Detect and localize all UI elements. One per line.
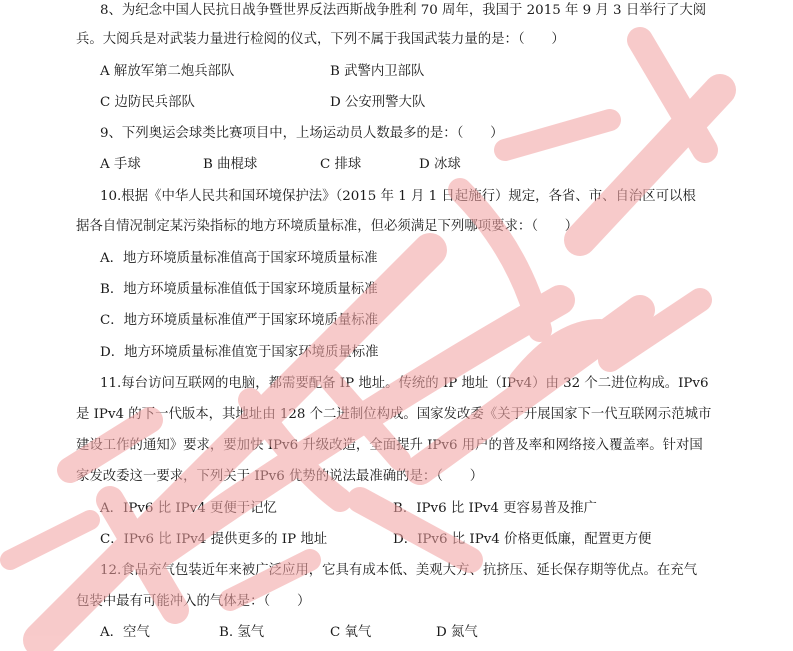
q8-stem-line2: 兵。大阅兵是对武装力量进行检阅的仪式，下列不属于我国武装力量的是：（ ） [76, 32, 565, 47]
q11-stem-line4: 家发改委这一要求，下列关于 IPv6 优势的说法最准确的是：（ ） [76, 469, 484, 484]
q11-option-c: C．IPv6 比 IPv4 提供更多的 IP 地址 [100, 532, 328, 547]
q8-stem-line1: 8、为纪念中国人民抗日战争暨世界反法西斯战争胜利 70 周年，我国于 2015 年 9 月 3 日举行了大阅 [100, 3, 707, 18]
q9-option-b: B 曲棍球 [203, 157, 258, 172]
q10-option-c: C．地方环境质量标准值严于国家环境质量标准 [100, 313, 379, 328]
q8-option-d: D 公安刑警大队 [330, 95, 426, 110]
q11-option-d: D．IPv6 比 IPv4 价格更低廉，配置更方便 [393, 532, 652, 547]
q12-stem-line1: 12.食品充气包装近年来被广泛应用，它具有成本低、美观大方、抗挤压、延长保存期等优点。在充气 [100, 563, 698, 578]
q10-stem-line2: 据各自情况制定某污染指标的地方环境质量标准，但必须满足下列哪项要求：（ ） [76, 219, 579, 234]
q9-option-d: D 冰球 [419, 157, 461, 172]
q8-option-b: B 武警内卫部队 [330, 64, 425, 79]
q12-option-c: C 氧气 [330, 625, 372, 640]
q10-option-b: B．地方环境质量标准值低于国家环境质量标准 [100, 282, 378, 297]
q11-stem-line3: 建设工作的通知》要求，要加快 IPv6 升级改造，全面提升 IPv6 用户的普及率和网络接入覆盖率。针对国 [76, 438, 703, 453]
q8-option-a: A 解放军第二炮兵部队 [100, 64, 235, 79]
q9-stem-line1: 9、下列奥运会球类比赛项目中，上场运动员人数最多的是：（ ） [100, 126, 504, 141]
q9-option-c: C 排球 [320, 157, 362, 172]
q12-option-d: D 氮气 [436, 625, 478, 640]
q12-option-a: A．空气 [100, 625, 150, 640]
q11-option-a: A．IPv6 比 IPv4 更便于记忆 [100, 501, 277, 516]
q12-stem-line2: 包装中最有可能冲入的气体是：（ ） [76, 594, 311, 609]
q11-stem-line1: 11.每台访问互联网的电脑，都需要配备 IP 地址。传统的 IP 地址（IPv4）由 32 个二进位构成。IPv6 [100, 376, 709, 391]
q10-option-d: D．地方环境质量标准值宽于国家环境质量标准 [100, 345, 379, 360]
q12-option-b: B. 氢气 [219, 625, 265, 640]
q10-stem-line1: 10.根据《中华人民共和国环境保护法》（2015 年 1 月 1 日起施行）规定，各省、市、自治区可以根 [100, 189, 696, 204]
q8-option-c: C 边防民兵部队 [100, 95, 195, 110]
q11-option-b: B．IPv6 比 IPv4 更容易普及推广 [393, 501, 597, 516]
q10-option-a: A．地方环境质量标准值高于国家环境质量标准 [100, 251, 378, 266]
q11-stem-line2: 是 IPv4 的下一代版本，其地址由 128 个二进制位构成。国家发改委《关于开展国家下一代互联网示范城市 [76, 407, 712, 422]
q9-option-a: A 手球 [100, 157, 141, 172]
